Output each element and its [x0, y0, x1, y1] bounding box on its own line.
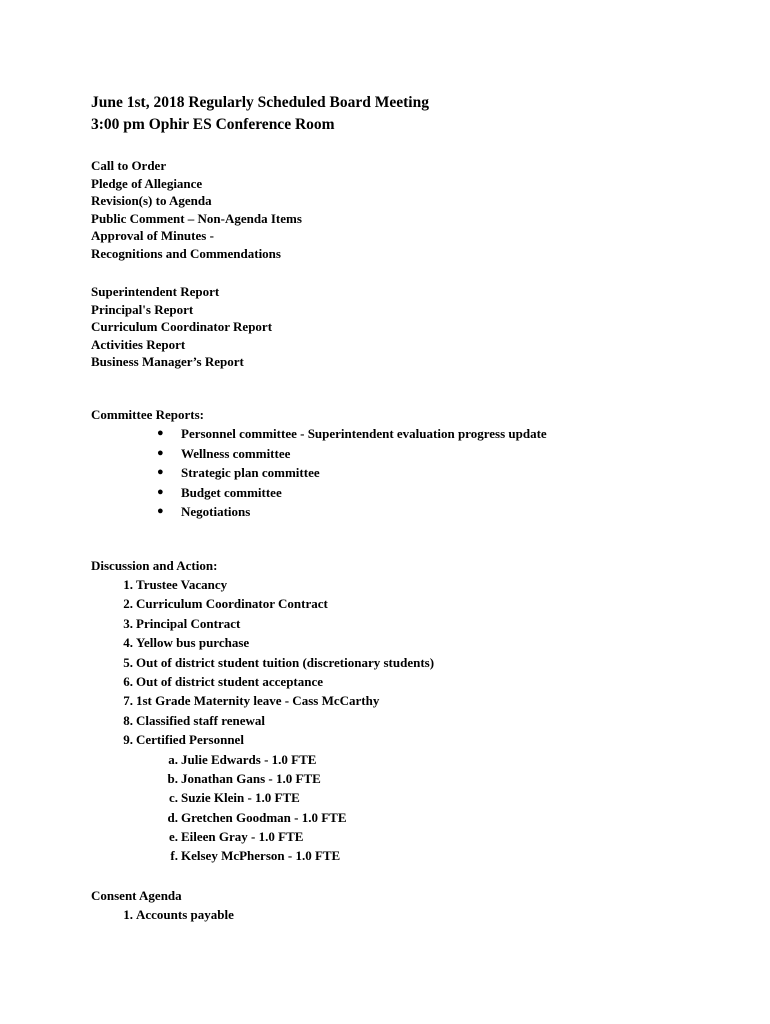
list-item — [91, 444, 547, 464]
item-letter: d. — [167, 809, 178, 825]
list-item — [91, 672, 434, 691]
item-number: 7. — [123, 693, 133, 709]
item-text: Principal Contract — [136, 615, 241, 631]
list-item — [91, 730, 434, 749]
agenda-item: Recognitions and Commendations — [91, 245, 281, 261]
item-letter: c. — [168, 790, 178, 806]
bullet-icon: ● — [157, 446, 164, 459]
item-text: Jonathan Gans - 1.0 FTE — [181, 770, 321, 786]
item-text: Julie Edwards - 1.0 FTE — [181, 751, 317, 767]
discussion-section — [91, 556, 434, 866]
item-number: 1. — [123, 577, 133, 592]
list-item — [91, 846, 434, 865]
report-item: Superintendent Report — [91, 284, 220, 299]
item-letter: b. — [167, 770, 178, 786]
agenda-item: Approval of Minutes - — [91, 228, 214, 243]
list-item — [91, 711, 434, 730]
report-item: Business Manager’s Report — [91, 354, 244, 369]
consent-list — [91, 905, 234, 924]
agenda-item: Pledge of Allegiance — [91, 175, 203, 191]
list-item — [91, 827, 434, 846]
item-text: Out of district student tuition (discretionary students) — [136, 654, 435, 670]
list-item — [91, 653, 434, 672]
item-letter: e. — [168, 829, 178, 845]
item-text: Classified staff renewal — [136, 712, 266, 728]
item-text: Yellow bus purchase — [136, 635, 250, 651]
agenda-item: Public Comment – Non-Agenda Items — [91, 210, 302, 226]
committee-item: Personnel committee - Superintendent evaluation progress update — [181, 426, 547, 441]
item-number: 6. — [123, 673, 133, 689]
item-number: 4. — [123, 635, 133, 651]
list-item — [91, 483, 547, 503]
agenda-item: Revision(s) to Agenda — [91, 193, 212, 208]
item-number: 1. — [123, 907, 133, 922]
bullet-icon: ● — [157, 485, 164, 498]
list-item — [91, 905, 234, 924]
list-item — [91, 808, 434, 827]
list-item — [91, 633, 434, 652]
item-text: Gretchen Goodman - 1.0 FTE — [181, 809, 347, 825]
item-text: 1st Grade Maternity leave - Cass McCarthy — [136, 693, 380, 709]
report-item: Curriculum Coordinator Report — [91, 319, 273, 334]
item-number: 9. — [123, 732, 133, 748]
bullet-icon: ● — [157, 466, 164, 478]
item-text: Suzie Klein - 1.0 FTE — [181, 790, 300, 806]
consent-section — [91, 886, 234, 924]
committee-item: Strategic plan committee — [181, 465, 320, 480]
list-item — [91, 424, 547, 444]
item-number: 2. — [123, 596, 133, 612]
list-item — [91, 788, 434, 807]
item-text: Kelsey McPherson - 1.0 FTE — [181, 848, 341, 864]
report-item: Activities Report — [91, 336, 186, 352]
item-text: Eileen Gray - 1.0 FTE — [181, 829, 304, 845]
item-text: Certified Personnel — [136, 732, 244, 748]
list-item — [91, 691, 434, 710]
list-item — [91, 502, 547, 522]
list-item — [91, 750, 434, 769]
meeting-location: 3:00 pm Ophir ES Conference Room — [91, 116, 335, 133]
item-number: 3. — [123, 615, 133, 631]
opening-section — [91, 157, 302, 262]
list-item — [91, 769, 434, 788]
item-text: Trustee Vacancy — [136, 577, 228, 592]
list-item — [91, 594, 434, 613]
discussion-list — [91, 575, 434, 750]
committee-list — [91, 424, 547, 522]
item-text: Out of district student acceptance — [136, 673, 324, 689]
item-letter: a. — [168, 751, 178, 767]
bullet-icon: ● — [157, 427, 164, 439]
committee-heading: Committee Reports: — [91, 407, 204, 422]
item-number: 5. — [123, 654, 133, 670]
reports-section — [91, 283, 272, 371]
bullet-icon: ● — [157, 505, 164, 517]
personnel-sublist — [91, 750, 434, 866]
committee-item: Wellness committee — [181, 445, 291, 461]
report-item: Principal's Report — [91, 301, 194, 317]
committee-item: Budget committee — [181, 484, 282, 500]
list-item — [91, 463, 547, 483]
item-number: 8. — [123, 712, 133, 728]
meeting-header — [91, 92, 429, 136]
list-item — [91, 575, 434, 594]
discussion-heading: Discussion and Action: — [91, 558, 218, 573]
committee-section — [91, 405, 547, 522]
item-text: Curriculum Coordinator Contract — [136, 596, 328, 612]
agenda-item: Call to Order — [91, 158, 167, 173]
consent-heading: Consent Agenda — [91, 888, 182, 903]
list-item — [91, 614, 434, 633]
item-letter: f. — [170, 848, 178, 864]
meeting-title: June 1st, 2018 Regularly Scheduled Board Meeting — [91, 94, 429, 111]
item-text: Accounts payable — [136, 907, 234, 922]
committee-item: Negotiations — [181, 504, 251, 519]
